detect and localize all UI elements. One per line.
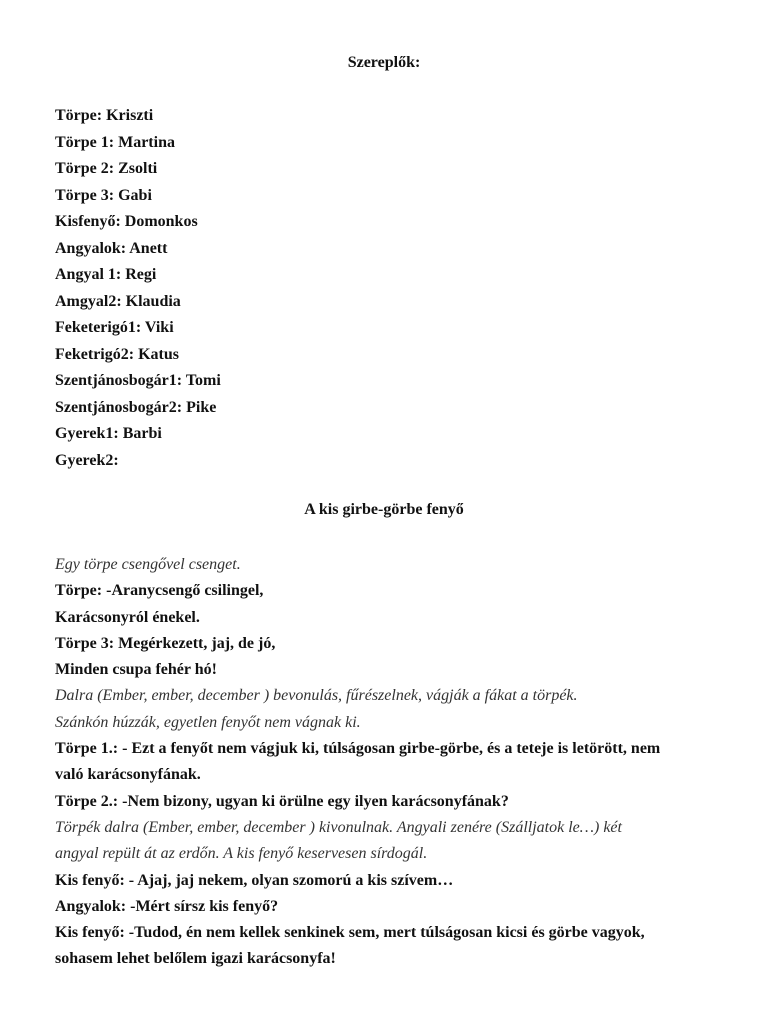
cast-member: Feketerigó1: Viki (55, 319, 174, 336)
dialogue-text: : -Aranycsengő csilingel, (96, 582, 264, 600)
cast-member: Angyal 1: Regi (55, 266, 157, 283)
cast-member: Angyalok: Anett (55, 239, 168, 257)
cast-member: Szentjánosbogár2: Pike (55, 398, 217, 416)
cast-member: Törpe: Kriszti (55, 107, 154, 124)
dialogue-text: : -Tudod, én nem kellek senkinek sem, mert túlságosan kicsi és görbe vagyok, (119, 924, 645, 942)
speaker-name: Törpe 3 (55, 634, 109, 652)
script-body (55, 552, 715, 973)
dialogue-text: - Ezt a fenyőt nem vágjuk ki, túlságosan girbe-görbe, és a teteje is letörött, nem (118, 740, 661, 758)
speaker-name: Törpe (55, 582, 97, 600)
stage-direction: Törpék dalra (Ember, ember, december ) kivonulnak. Angyali zenére (Szálljatok le…) két (55, 818, 622, 836)
dialogue-line (55, 736, 715, 762)
cast-member: Gyerek2: (55, 451, 119, 469)
dialogue-line (55, 894, 715, 920)
dialogue-line (55, 920, 715, 946)
cast-member: Törpe 2: Zsolti (55, 160, 158, 177)
cast-member: Amgyal2: Klaudia (55, 292, 181, 310)
cast-member: Gyerek1: Barbi (55, 425, 162, 442)
stage-direction: Egy törpe csengővel csenget. (55, 556, 241, 573)
dialogue-text: -Mért sírsz kis fenyő? (126, 897, 279, 915)
stage-direction: Dalra (Ember, ember, december ) bevonulás, fűrészelnek, vágják a fákat a törpék. (55, 687, 578, 705)
cast-member: Kisfenyő: Domonkos (55, 213, 198, 230)
dialogue-continuation: Minden csupa fehér hó! (55, 661, 217, 679)
speaker-name: Törpe 2. (55, 792, 113, 810)
dialogue-text: : -Nem bizony, ugyan ki örülne egy ilyen karácsonyfának? (112, 792, 509, 810)
cast-member: Törpe 1: Martina (55, 133, 175, 151)
cast-member: Feketrigó2: Katus (55, 345, 179, 363)
cast-member: Törpe 3: Gabi (55, 186, 152, 204)
dialogue-text: : Megérkezett, jaj, de jó, (108, 634, 276, 652)
play-title: A kis girbe-görbe fenyő (304, 501, 464, 518)
dialogue-line (55, 578, 715, 604)
cast-heading: Szereplők: (347, 54, 421, 71)
stage-direction: Szánkón húzzák, egyetlen fenyőt nem vágnak ki. (55, 713, 361, 731)
dialogue-continuation: sohasem lehet belőlem igazi karácsonyfa! (55, 950, 336, 968)
dialogue-continuation: való karácsonyfának. (55, 766, 201, 784)
cast-member: Szentjánosbogár1: Tomi (55, 372, 221, 389)
speaker-name: Törpe 1.: (55, 740, 119, 758)
dialogue-line (55, 789, 715, 815)
speaker-name: Angyalok: (55, 897, 127, 915)
speaker-name: Kis fenyő (55, 871, 120, 889)
dialogue-line (55, 868, 715, 894)
cast-list (55, 103, 221, 474)
dialogue-line (55, 631, 715, 657)
stage-direction: angyal repült át az erdőn. A kis fenyő keservesen sírdogál. (55, 845, 428, 863)
speaker-name: Kis fenyő (55, 924, 120, 942)
dialogue-continuation: Karácsonyról énekel. (55, 608, 200, 626)
dialogue-text: : - Ajaj, jaj nekem, olyan szomorú a kis szívem… (119, 871, 454, 889)
